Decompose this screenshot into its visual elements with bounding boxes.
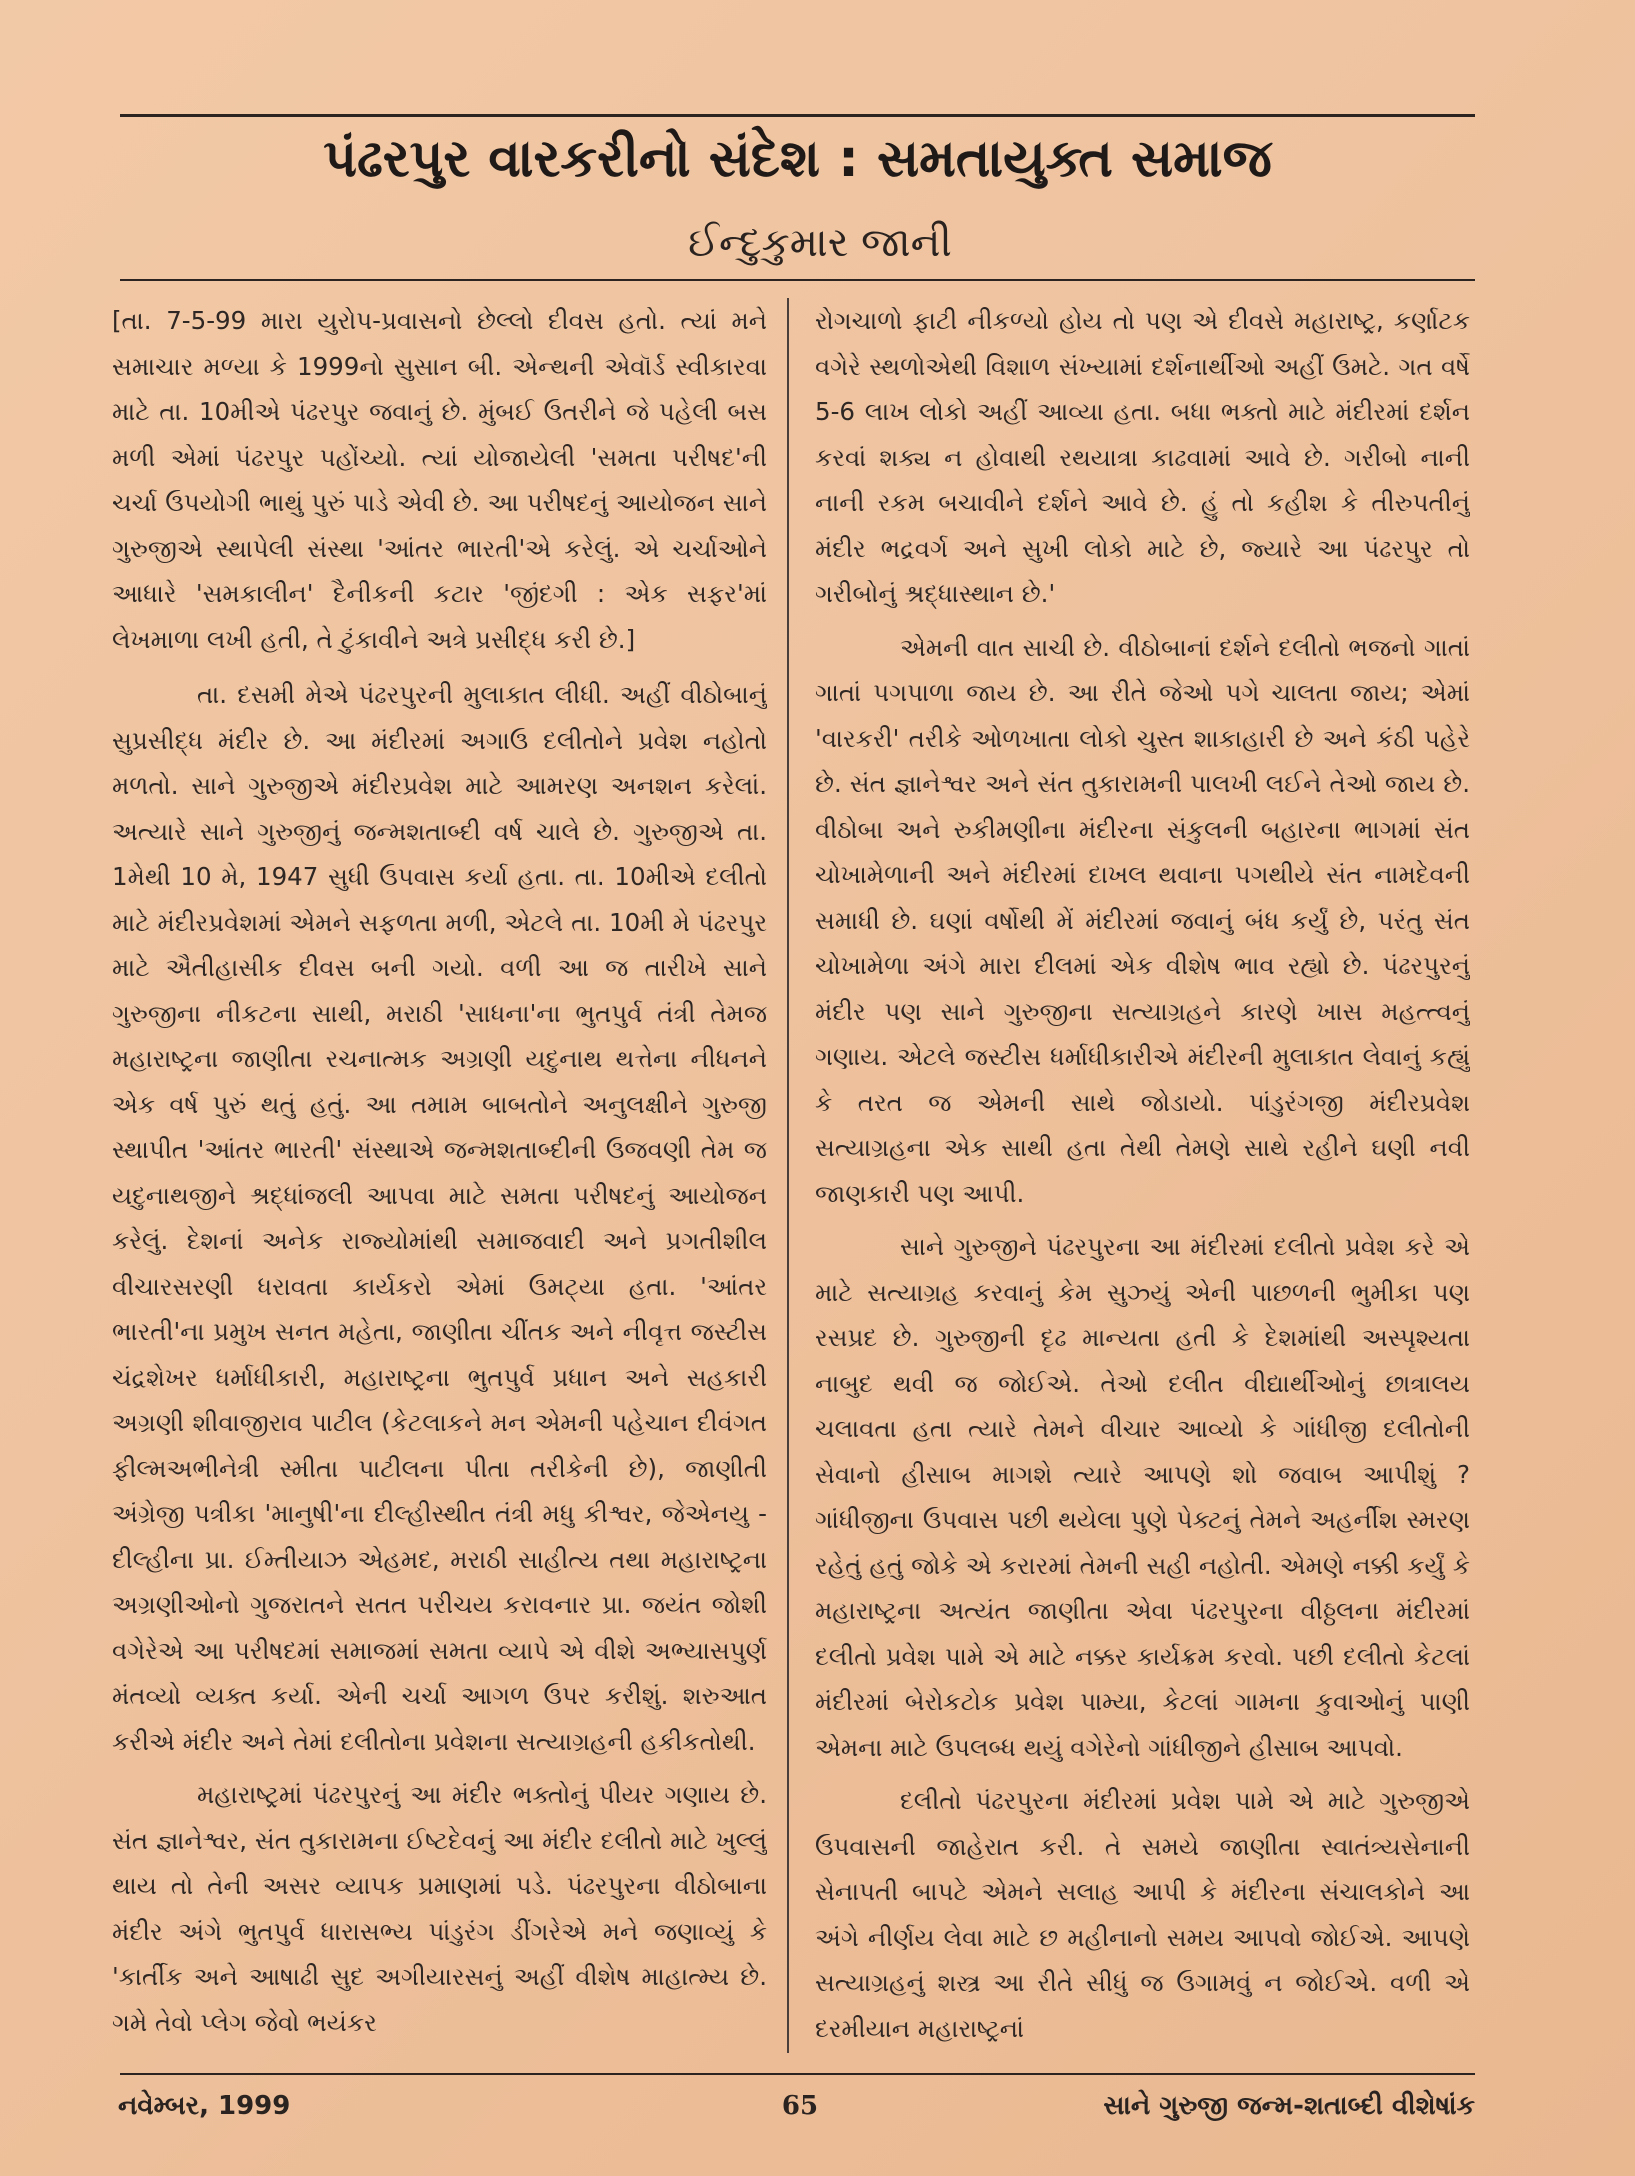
body-paragraph: દલીતો પંઢરપુરના મંદીરમાં પ્રવેશ પામે એ માટે ગુરુજીએ ઉપવાસની જાહેરાત કરી. તે સમયે જાણીતા સ્વાતંત્ર્યસેનાની સેનાપતી બાપટે એમને સલાહ આપી કે મંદીરના સંચાલકોને આ અંગે નીર્ણય લેવા માટે છ મહીનાનો સમય આપવો જોઈએ. આપણે સત્યાગ્રહનું શસ્ત્ર આ રીતે સીધું જ ઉગામવું ન જોઈએ. વળી એ દરમીયાન મહારાષ્ટ્રનાં — [815, 1786, 1470, 2043]
article-author: ઈન્દુકુમાર જાની — [688, 220, 952, 266]
body-paragraph: તા. દસમી મેએ પંઢરપુરની મુલાકાત લીધી. અહીં વીઠોબાનું સુપ્રસીદ્ધ મંદીર છે. આ મંદીરમાં અગાઉ દલીતોને પ્રવેશ નહોતો મળતો. સાને ગુરુજીએ મંદીરપ્રવેશ માટે આમરણ અનશન કરેલાં. અત્યારે સાને ગુરુજીનું જન્મશતાબ્દી વર્ષ ચાલે છે. ગુરુજીએ તા. 1મેથી 10 મે, 1947 સુધી ઉપવાસ કર્યા હતા. તા. 10મીએ દલીતો માટે મંદીરપ્રવેશમાં એમને સફળતા મળી, એટલે તા. 10મી મે પંઢરપુર માટે ઐતીહાસીક દીવસ બની ગયો. વળી આ જ તારીખે સાને ગુરુજીના નીકટના સાથી, મરાઠી 'સાધના'ના ભુતપુર્વ તંત્રી તેમજ મહારાષ્ટ્રના જાણીતા રચનાત્મક અગ્રણી યદુનાથ થત્તેના નીધનને એક વર્ષ પુરું થતું હતું. આ તમામ બાબતોને અનુલક્ષીને ગુરુજી સ્થાપીત 'આંતર ભારતી' સંસ્થાએ જન્મશતાબ્દીની ઉજવણી તેમ જ યદુનાથજીને શ્રદ્ધાંજલી આપવા માટે સમતા પરીષદનું આયોજન કરેલું. દેશનાં અનેક રાજ્યોમાંથી સમાજવાદી અને પ્રગતીશીલ વીચારસરણી ધરાવતા કાર્યકરો એમાં ઉમટ્યા હતા. 'આંતર ભારતી'ના પ્રમુખ સનત મહેતા, જાણીતા ચીંતક અને નીવૃત્ત જસ્ટીસ ચંદ્રશેખર ધર્માધીકારી, મહારાષ્ટ્રના ભુતપુર્વ પ્રધાન અને સહકારી અગ્રણી શીવાજીરાવ પાટીલ (કેટલાકને મન એમની પહેચાન દીવંગત ફીલ્મઅભીનેત્રી સ્મીતા પાટીલના પીતા તરીકેની છે), જાણીતી અંગ્રેજી પત્રીકા 'માનુષી'ના દીલ્હીસ્થીત તંત્રી મધુ કીશ્વર, જેએનયુ - દીલ્હીના પ્રા. ઈમ્તીયાઝ એહમદ, મરાઠી સાહીત્ય તથા મહારાષ્ટ્રના અગ્રણીઓનો ગુજરાતને સતત પરીચય કરાવનાર પ્રા. જયંત જોશી વગેરેએ આ પરીષદમાં સમાજમાં સમતા વ્યાપે એ વીશે અભ્યાસપુર્ણ મંતવ્યો વ્યક્ત કર્યા. એની ચર્ચા આગળ ઉપર કરીશું. શરુઆત કરીએ મંદીર અને તેમાં દલીતોના પ્રવેશના સત્યાગ્રહની હકીકતોથી. — [112, 680, 767, 1756]
intro-note: [તા. 7-5-99 મારા યુરોપ-પ્રવાસનો છેલ્લો દીવસ હતો. ત્યાં મને સમાચાર મળ્યા કે 1999નો સુસાન બી. એન્થની એવૉર્ડ સ્વીકારવા માટે તા. 10મીએ પંઢરપુર જવાનું છે. મુંબઈ ઉતરીને જે પહેલી બસ મળી એમાં પંઢરપુર પહોંચ્યો. ત્યાં યોજાયેલી 'સમતા પરીષદ'ની ચર્ચા ઉપયોગી ભાથું પુરું પાડે એવી છે. આ પરીષદનું આયોજન સાને ગુરુજીએ સ્થાપેલી સંસ્થા 'આંતર ભારતી'એ કરેલું. એ ચર્ચાઓને આધારે 'સમકાલીન' દૈનીકની કટાર 'જીંદગી : એક સફર'માં લેખમાળા લખી હતી, તે ટુંકાવીને અત્રે પ્રસીદ્ધ કરી છે.] — [112, 306, 767, 654]
header-bottom-rule — [120, 279, 1475, 281]
publication-name: સાને ગુરુજી જન્મ-શતાબ્દી વીશેષાંક — [1103, 2091, 1475, 2121]
body-paragraph: મહારાષ્ટ્રમાં પંઢરપુરનું આ મંદીર ભક્તોનું પીયર ગણાય છે. સંત જ્ઞાનેશ્વર, સંત તુકારામના ઈષ્ટદેવનું આ મંદીર દલીતો માટે ખુલ્લું થાય તો તેની અસર વ્યાપક પ્રમાણમાં પડે. પંઢરપુરના વીઠોબાના મંદીર અંગે ભુતપુર્વ ધારાસભ્ય પાંડુરંગ ડીંગરેએ મને જણાવ્યું કે 'કાર્તીક અને આષાઢી સુદ અગીયારસનું અહીં વીશેષ માહાત્મ્ય છે. ગમે તેવો પ્લેગ જેવો ભયંકર — [112, 1780, 767, 2037]
column-divider — [787, 298, 789, 2053]
body-paragraph: એમની વાત સાચી છે. વીઠોબાનાં દર્શને દલીતો ભજનો ગાતાં ગાતાં પગપાળા જાય છે. આ રીતે જેઓ પગે ચાલતા જાય; એમાં 'વારકરી' તરીકે ઓળખાતા લોકો ચુસ્ત શાકાહારી છે અને કંઠી પહેરે છે. સંત જ્ઞાનેશ્વર અને સંત તુકારામની પાલખી લઈને તેઓ જાય છે. વીઠોબા અને રુકીમણીના મંદીરના સંકુલની બહારના ભાગમાં સંત ચોખામેળાની અને મંદીરમાં દાખલ થવાના પગથીયે સંત નામદેવની સમાધી છે. ઘણાં વર્ષોથી મેં મંદીરમાં જવાનું બંધ કર્યું છે, પરંતુ સંત ચોખામેળા અંગે મારા દીલમાં એક વીશેષ ભાવ રહ્યો છે. પંઢરપુરનું મંદીર પણ સાને ગુરુજીના સત્યાગ્રહને કારણે ખાસ મહત્ત્વનું ગણાય. એટલે જસ્ટીસ ધર્માધીકારીએ મંદીરની મુલાકાત લેવાનું કહ્યું કે તરત જ એમની સાથે જોડાયો. પાંડુરંગજી મંદીરપ્રવેશ સત્યાગ્રહના એક સાથી હતા તેથી તેમણે સાથે રહીને ઘણી નવી જાણકારી પણ આપી. — [815, 632, 1470, 1208]
footer-date: નવેમ્બર, 1999 — [118, 2091, 291, 2121]
header-top-rule — [120, 114, 1475, 117]
left-column — [112, 298, 767, 2058]
footer-rule — [120, 2073, 1475, 2075]
page-number: 65 — [781, 2091, 819, 2121]
right-column — [815, 298, 1470, 2058]
body-paragraph: રોગચાળો ફાટી નીકળ્યો હોય તો પણ એ દીવસે મહારાષ્ટ્ર, કર્ણાટક વગેરે સ્થળોએથી વિશાળ સંખ્યામાં દર્શનાર્થીઓ અહીં ઉમટે. ગત વર્ષે 5-6 લાખ લોકો અહીં આવ્યા હતા. બધા ભક્તો માટે મંદીરમાં દર્શન કરવાં શક્ય ન હોવાથી રથયાત્રા કાઢવામાં આવે છે. ગરીબો નાની નાની રકમ બચાવીને દર્શને આવે છે. હું તો કહીશ કે તીરુપતીનું મંદીર ભદ્રવર્ગ અને સુખી લોકો માટે છે, જ્યારે આ પંઢરપુર તો ગરીબોનું શ્રદ્ધાસ્થાન છે.' — [815, 306, 1470, 608]
article-title: પંઢરપુર વારકરીનો સંદેશ : સમતાયુક્ત સમાજ — [323, 129, 1272, 189]
body-paragraph: સાને ગુરુજીને પંઢરપુરના આ મંદીરમાં દલીતો પ્રવેશ કરે એ માટે સત્યાગ્રહ કરવાનું કેમ સુઝ્યું એની પાછળની ભુમીકા પણ રસપ્રદ છે. ગુરુજીની દૃઢ માન્યતા હતી કે દેશમાંથી અસ્પૃશ્યતા નાબુદ થવી જ જોઈએ. તેઓ દલીત વીદ્યાર્થીઓનું છાત્રાલય ચલાવતા હતા ત્યારે તેમને વીચાર આવ્યો કે ગાંધીજી દલીતોની સેવાનો હીસાબ માગશે ત્યારે આપણે શો જવાબ આપીશું ? ગાંધીજીના ઉપવાસ પછી થયેલા પુણે પેક્ટનું તેમને અહર્નીશ સ્મરણ રહેતું હતું જોકે એ કરારમાં તેમની સહી નહોતી. એમણે નક્કી કર્યું કે મહારાષ્ટ્રના અત્યંત જાણીતા એવા પંઢરપુરના વીઠ્ઠલના મંદીરમાં દલીતો પ્રવેશ પામે એ માટે નક્કર કાર્યક્રમ કરવો. પછી દલીતો કેટલાં મંદીરમાં બેરોકટોક પ્રવેશ પામ્યા, કેટલાં ગામના કુવાઓનું પાણી એમના માટે ઉપલબ્ધ થયું વગેરેનો ગાંધીજીને હીસાબ આપવો. — [815, 1232, 1470, 1762]
